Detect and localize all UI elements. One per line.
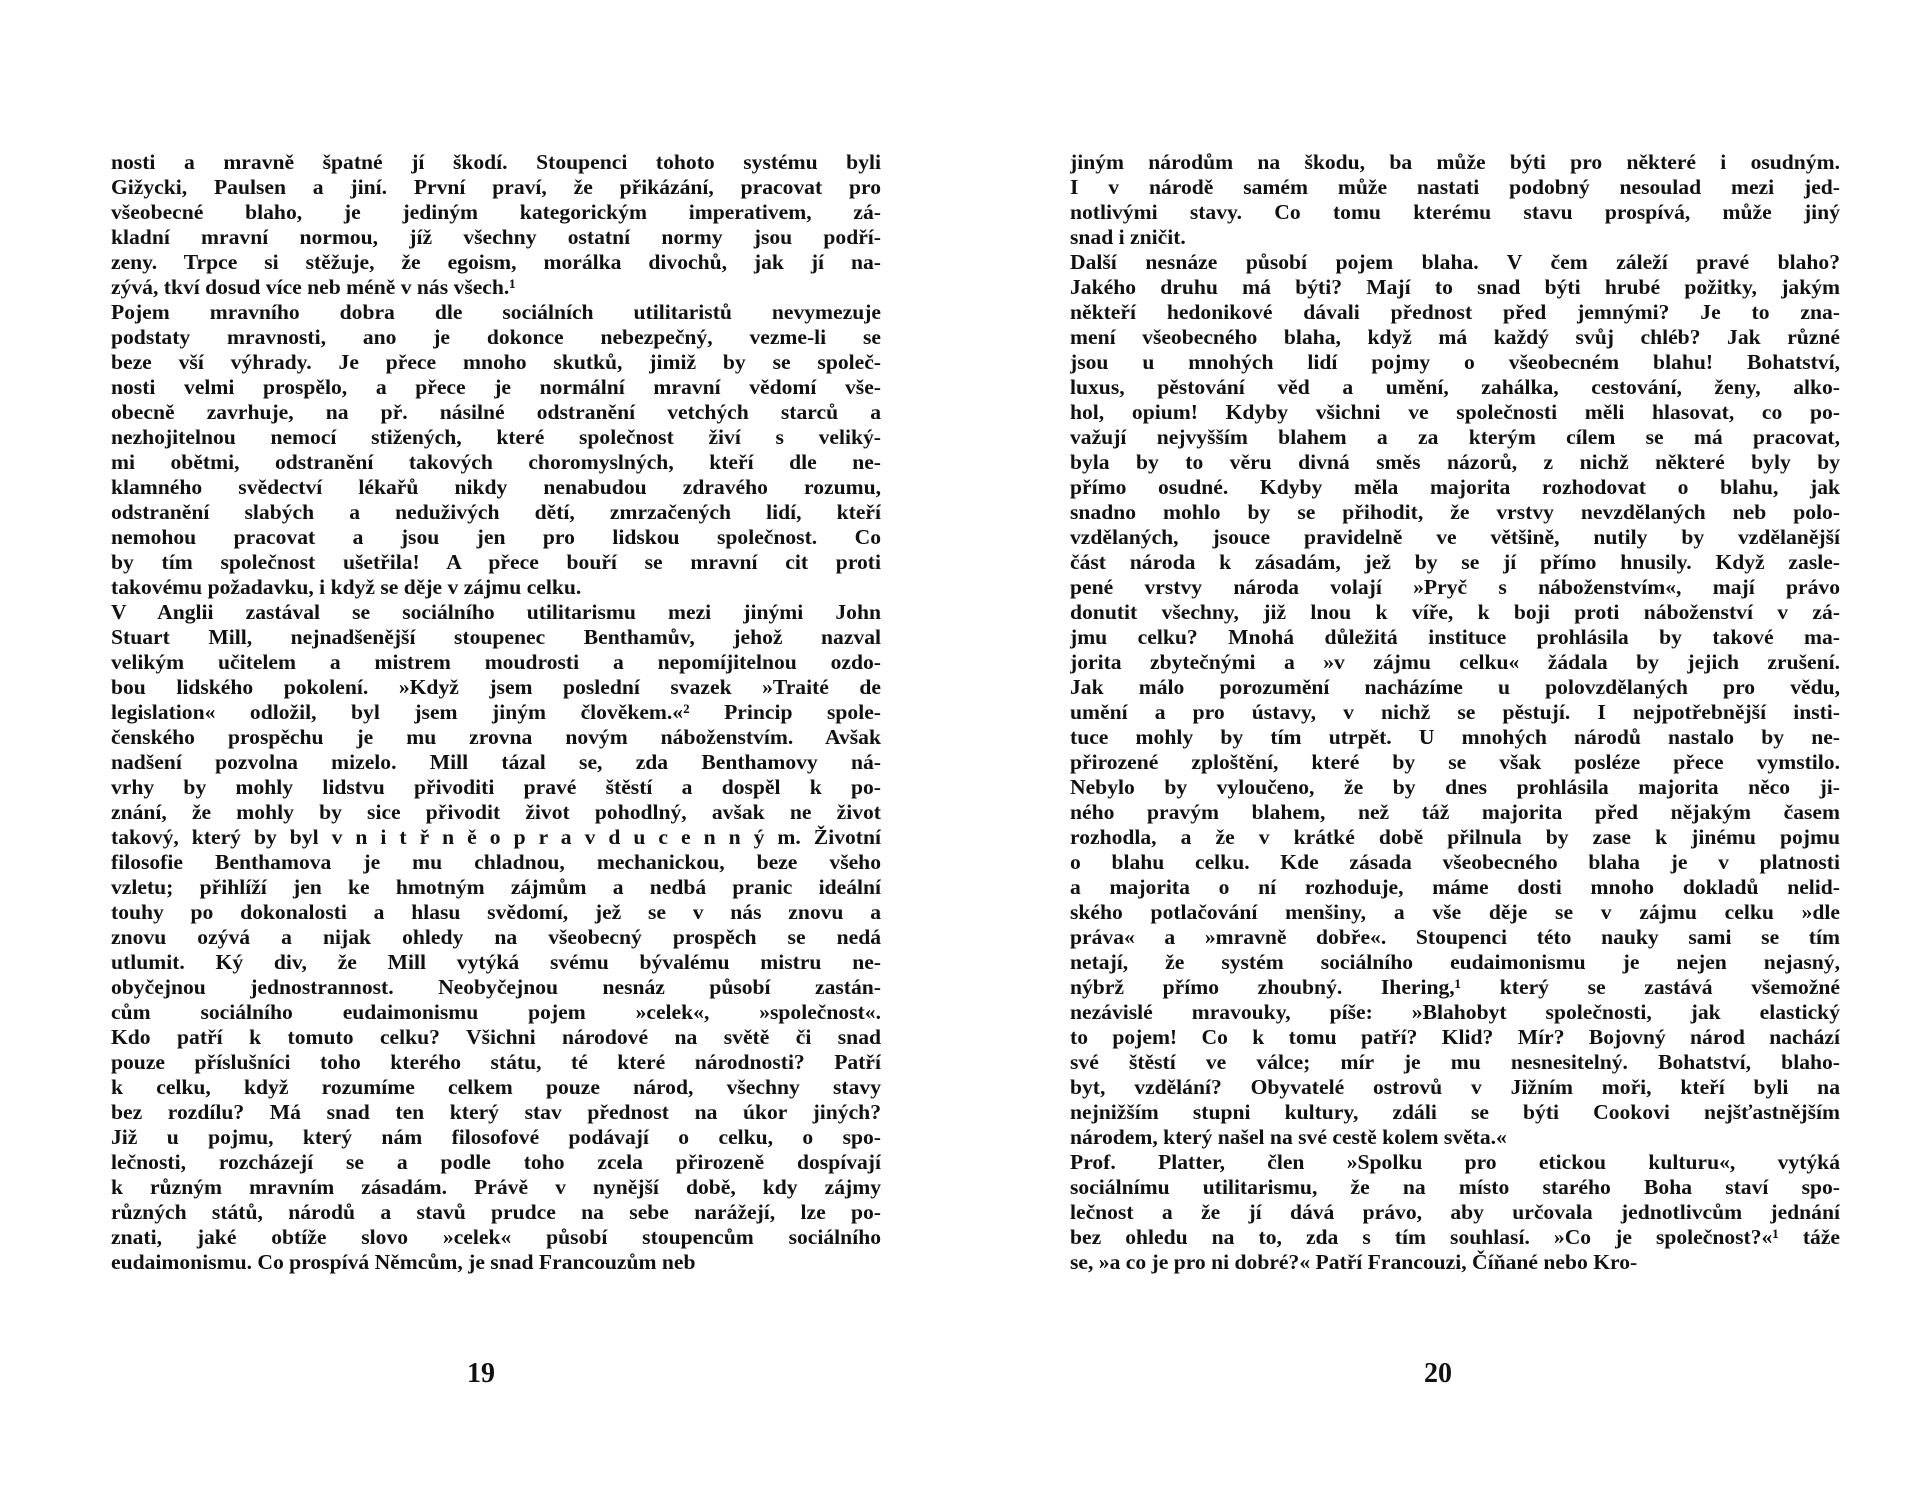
text-line: čenského prospěchu je mu zrovna novým náboženstvím. Avšak	[111, 725, 881, 749]
text-line: to pojem! Co k tomu patří? Klid? Mír? Bojovný národ nachází	[1070, 1025, 1840, 1049]
text-line: lečnost a že jí dává právo, aby určovala jednotlivcům jednání	[1070, 1200, 1840, 1224]
left-page	[111, 150, 881, 1275]
text-line: část národa k zásadám, jež by se jí přímo hnusily. Když zasle-	[1070, 550, 1840, 574]
text-line: nýbrž přímo zhoubný. Ihering,¹ který se zastává všemožné	[1070, 975, 1840, 999]
text-line: zývá, tkví dosud více neb méně v nás všech.¹	[111, 275, 516, 299]
text-line: eudaimonismu. Co prospívá Němcům, je snad Francouzům neb	[111, 1250, 696, 1274]
text-line: cům sociálního eudaimonismu pojem »celek«, »společnost«.	[111, 1000, 881, 1024]
text-line: netají, že systém sociálního eudaimonismu je nejen nejasný,	[1070, 950, 1840, 974]
text-line: znovu ozývá a nijak ohledy na všeobecný prospěch se nedá	[111, 925, 881, 949]
text-line: tuce mohly by tím utrpět. U mnohých národů nastalo by ne-	[1070, 725, 1840, 749]
text-line: Stuart Mill, nejnadšenější stoupenec Benthamův, jehož nazval	[111, 625, 881, 649]
text-line: Jak málo porozumění nacházíme u polovzdělaných pro vědu,	[1070, 675, 1840, 699]
text-line: jiným národům na škodu, ba může býti pro některé i osudným.	[1070, 150, 1840, 174]
text-line: někteří hedonikové dávali přednost před jemnými? Je to zna-	[1070, 300, 1840, 324]
text-line: lečnosti, rozcházejí se a podle toho zcela přirozeně dospívají	[111, 1150, 881, 1174]
text-line: přímo osudné. Kdyby měla majorita rozhodovat o blahu, jak	[1070, 475, 1840, 499]
text-line: Jakého druhu má býti? Mají to snad býti hrubé požitky, jakým	[1070, 275, 1840, 299]
text-line: mi obětmi, odstranění takových choromyslných, kteří dle ne-	[111, 450, 881, 474]
text-line: V Anglii zastával se sociálního utilitarismu mezi jinými John	[111, 600, 881, 624]
text-line: beze vší výhrady. Je přece mnoho skutků, jimiž by se společ-	[111, 350, 881, 374]
text-line: jorita zbytečnými a »v zájmu celku« žádala by jejich zrušení.	[1070, 650, 1840, 674]
text-line: nadšení pozvolna mizelo. Mill tázal se, zda Benthamovy ná-	[111, 750, 881, 774]
text-line: k různým mravním zásadám. Právě v nynější době, kdy zájmy	[111, 1175, 881, 1199]
text-line: bez ohledu na to, zda s tím souhlasí. »Co je společnost?«¹ táže	[1070, 1225, 1840, 1249]
text-line: vrhy by mohly lidstvu přivoditi pravé štěstí a dospěl k po-	[111, 775, 881, 799]
text-line: rozhodla, a že v krátké době přilnula by zase k jinému pojmu	[1070, 825, 1840, 849]
text-line: obecně zavrhuje, na př. násilné odstranění vetchých starců a	[111, 400, 881, 424]
text-line: takový, který by byl v n i t ř n ě o p r a v d u c e n n ý m. Životní	[111, 825, 881, 849]
text-line: nosti a mravně špatné jí škodí. Stoupenci tohoto systému byli	[111, 150, 881, 174]
right-page	[1070, 150, 1840, 1275]
text-line: nezhojitelnou nemocí stižených, které společnost živí s veliký-	[111, 425, 881, 449]
text-line: Kdo patří k tomuto celku? Všichni národové na světě či snad	[111, 1025, 881, 1049]
text-line: znati, jaké obtíže slovo »celek« působí stoupencům sociálního	[111, 1225, 881, 1249]
text-line: takovému požadavku, i když se děje v zájmu celku.	[111, 575, 582, 599]
text-line: jsou u mnohých lidí pojmy o všeobecném blahu! Bohatství,	[1070, 350, 1840, 374]
text-line: umění a pro ústavy, v nichž se pěstují. I nejpotřebnější insti-	[1070, 700, 1840, 724]
text-line: různých států, národů a stavů prudce na sebe narážejí, lze po-	[111, 1200, 881, 1224]
text-line: zeny. Trpce si stěžuje, že egoism, morálka divochů, jak jí na-	[111, 250, 881, 274]
text-line: sociálnímu utilitarismu, že na místo starého Boha staví spo-	[1070, 1175, 1840, 1199]
text-line: bou lidského pokolení. »Když jsem poslední svazek »Traité de	[111, 675, 881, 699]
text-line: k celku, když rozumíme celkem pouze národ, všechny stavy	[111, 1075, 881, 1099]
text-line: pouze příslušníci toho kterého státu, té které národnosti? Patří	[111, 1050, 881, 1074]
text-line: Prof. Platter, člen »Spolku pro etickou kulturu«, vytýká	[1070, 1150, 1840, 1174]
text-line: práva« a »mravně dobře«. Stoupenci této nauky sami se tím	[1070, 925, 1840, 949]
text-line: nejnižším stupni kultury, zdáli se býti Cookovi nejšťastnějším	[1070, 1100, 1840, 1124]
text-line: obyčejnou jednostrannost. Neobyčejnou nesnáz působí zastán-	[111, 975, 881, 999]
text-line: všeobecné blaho, je jediným kategorickým imperativem, zá-	[111, 200, 881, 224]
text-line: a majorita o ní rozhoduje, máme dosti mnoho dokladů nelid-	[1070, 875, 1840, 899]
right-page-number: 20	[1424, 1358, 1452, 1389]
text-line: ského potlačování menšiny, a vše děje se v zájmu celku »dle	[1070, 900, 1840, 924]
text-line: přirozené zploštění, které by se však posléze přece vymstilo.	[1070, 750, 1840, 774]
text-line: národem, který našel na své cestě kolem světa.«	[1070, 1125, 1507, 1149]
text-line: vzletu; přihlíží jen ke hmotným zájmům a nedbá pranic ideální	[111, 875, 881, 899]
text-line: touhy po dokonalosti a hlasu svědomí, jež se v nás znovu a	[111, 900, 881, 924]
text-line: Nebylo by vyloučeno, že by dnes prohlásila majorita něco ji-	[1070, 775, 1840, 799]
text-line: Již u pojmu, který nám filosofové podávají o celku, o spo-	[111, 1125, 881, 1149]
text-line: o blahu celku. Kde zásada všeobecného blaha je v platnosti	[1070, 850, 1840, 874]
text-line: filosofie Benthamova je mu chladnou, mechanickou, beze všeho	[111, 850, 881, 874]
text-line: podstaty mravnosti, ano je dokonce nebezpečný, vezme-li se	[111, 325, 881, 349]
text-line: by tím společnost ušetřila! A přece bouří se mravní cit proti	[111, 550, 881, 574]
text-line: donutit všechny, již lnou k víře, k boji proti náboženství v zá-	[1070, 600, 1840, 624]
text-line: Pojem mravního dobra dle sociálních utilitaristů nevymezuje	[111, 300, 881, 324]
text-line: jmu celku? Mnohá důležitá instituce prohlásila by takové ma-	[1070, 625, 1840, 649]
text-line: bez rozdílu? Má snad ten který stav přednost na úkor jiných?	[111, 1100, 881, 1124]
text-line: hol, opium! Kdyby všichni ve společnosti měli hlasovat, co po-	[1070, 400, 1840, 424]
right-page-text	[1070, 150, 1840, 1275]
left-page-number: 19	[467, 1358, 495, 1389]
text-line: nosti velmi prospělo, a přece je normální mravní vědomí vše-	[111, 375, 881, 399]
text-line: velikým učitelem a mistrem moudrosti a nepomíjitelnou ozdo-	[111, 650, 881, 674]
text-line: nemohou pracovat a jsou jen pro lidskou společnost. Co	[111, 525, 881, 549]
text-line: nezávislé mravouky, píše: »Blahobyt společnosti, jak elastický	[1070, 1000, 1840, 1024]
text-line: Další nesnáze působí pojem blaha. V čem záleží pravé blaho?	[1070, 250, 1840, 274]
text-line: snadno mohlo by se přihodit, že vrstvy nevzdělaných neb polo-	[1070, 500, 1840, 524]
text-line: legislation« odložil, byl jsem jiným člověkem.«² Princip spole-	[111, 700, 881, 724]
text-line: odstranění slabých a neduživých dětí, zmrzačených lidí, kteří	[111, 500, 881, 524]
text-line: se, »a co je pro ni dobré?« Patří Francouzi, Číňané nebo Kro-	[1070, 1250, 1638, 1274]
text-line: své štěstí ve válce; mír je mu nesnesitelný. Bohatství, blaho-	[1070, 1050, 1840, 1074]
text-line: utlumit. Ký div, že Mill vytýká svému bývalému mistru ne-	[111, 950, 881, 974]
text-line: I v národě samém může nastati podobný nesoulad mezi jed-	[1070, 175, 1840, 199]
text-line: ného pravým blahem, než táž majorita před nějakým časem	[1070, 800, 1840, 824]
text-line: znání, že mohly by sice přivodit život pohodlný, avšak ne život	[111, 800, 881, 824]
text-line: notlivými stavy. Co tomu kterému stavu prospívá, může jiný	[1070, 200, 1840, 224]
left-page-text	[111, 150, 881, 1275]
text-line: kladní mravní normou, jíž všechny ostatní normy jsou podří-	[111, 225, 881, 249]
text-line: byla by to věru divná směs názorů, z nichž některé byly by	[1070, 450, 1840, 474]
text-line: byt, vzdělání? Obyvatelé ostrovů v Jižním moři, kteří byli na	[1070, 1075, 1840, 1099]
text-line: luxus, pěstování věd a umění, zahálka, cestování, ženy, alko-	[1070, 375, 1840, 399]
text-line: Gižycki, Paulsen a jiní. První praví, že přikázání, pracovat pro	[111, 175, 881, 199]
text-line: pené vrstvy národa volají »Pryč s náboženstvím«, mají právo	[1070, 575, 1840, 599]
text-line: važují nejvyšším blahem a za kterým cílem se má pracovat,	[1070, 425, 1840, 449]
text-line: mení všeobecného blaha, když má každý svůj chléb? Jak různé	[1070, 325, 1840, 349]
text-line: klamného svědectví lékařů nikdy nenabudou zdravého rozumu,	[111, 475, 881, 499]
text-line: snad i zničit.	[1070, 225, 1186, 249]
text-line: vzdělaných, jsouce pravidelně ve většině, nutily by vzdělanější	[1070, 525, 1840, 549]
